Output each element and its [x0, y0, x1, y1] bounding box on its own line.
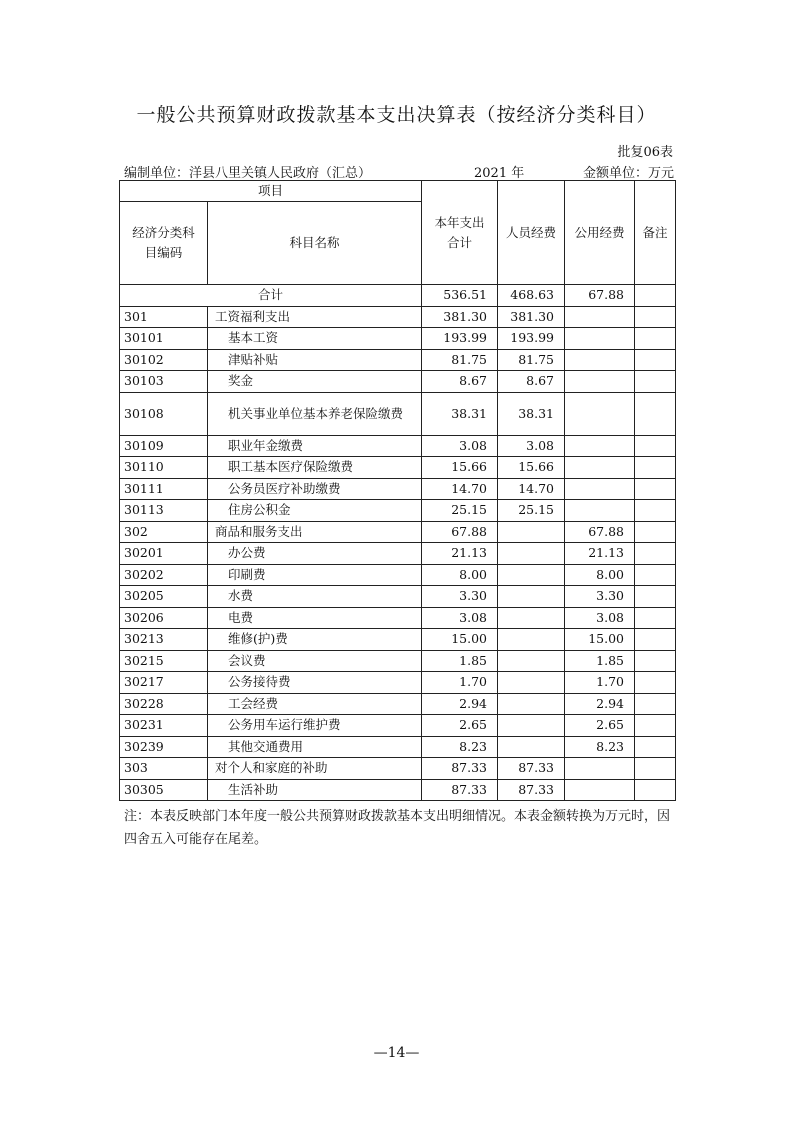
- row-personnel: 193.99: [498, 328, 565, 350]
- row-remark: [635, 521, 676, 543]
- table-row: [120, 564, 676, 586]
- row-remark: [635, 371, 676, 393]
- row-name: 商品和服务支出: [208, 521, 422, 543]
- row-name: 基本工资: [208, 328, 422, 350]
- row-personnel: 81.75: [498, 349, 565, 371]
- row-code: 30113: [120, 500, 208, 522]
- row-total: 81.75: [422, 349, 498, 371]
- form-code: 批复06表: [617, 145, 673, 160]
- row-personnel: [498, 586, 565, 608]
- row-name: 公务员医疗补助缴费: [208, 478, 422, 500]
- row-remark: [635, 758, 676, 780]
- row-code: 30217: [120, 672, 208, 694]
- row-total: 14.70: [422, 478, 498, 500]
- total-amount: 536.51: [422, 285, 498, 307]
- amount-unit: 金额单位：万元: [582, 166, 674, 181]
- row-public: [565, 349, 635, 371]
- row-name: 其他交通费用: [208, 736, 422, 758]
- row-remark: [635, 607, 676, 629]
- row-total: 38.31: [422, 392, 498, 435]
- row-code: 303: [120, 758, 208, 780]
- row-personnel: [498, 564, 565, 586]
- row-personnel: 87.33: [498, 779, 565, 801]
- row-personnel: [498, 607, 565, 629]
- compiling-unit: 编制单位：洋县八里关镇人民政府（汇总）: [124, 166, 372, 181]
- table-row: [120, 306, 676, 328]
- row-name: 维修(护)费: [208, 629, 422, 651]
- row-name: 津贴补贴: [208, 349, 422, 371]
- row-remark: [635, 500, 676, 522]
- row-total: 381.30: [422, 306, 498, 328]
- header-row: [120, 181, 676, 202]
- row-code: 30205: [120, 586, 208, 608]
- row-personnel: 38.31: [498, 392, 565, 435]
- row-total: 1.70: [422, 672, 498, 694]
- header-total: 本年支出合计: [422, 181, 498, 285]
- row-name: 对个人和家庭的补助: [208, 758, 422, 780]
- page-title: 一般公共预算财政拨款基本支出决算表（按经济分类科目）: [136, 104, 657, 126]
- row-public: [565, 500, 635, 522]
- row-name: 印刷费: [208, 564, 422, 586]
- row-total: 3.08: [422, 435, 498, 457]
- header-remark: 备注: [635, 181, 676, 285]
- row-total: 2.65: [422, 715, 498, 737]
- row-name: 职业年金缴费: [208, 435, 422, 457]
- row-name: 水费: [208, 586, 422, 608]
- row-remark: [635, 715, 676, 737]
- row-remark: [635, 564, 676, 586]
- row-name: 办公费: [208, 543, 422, 565]
- row-total: 8.00: [422, 564, 498, 586]
- row-personnel: 381.30: [498, 306, 565, 328]
- row-public: 21.13: [565, 543, 635, 565]
- row-total: 87.33: [422, 779, 498, 801]
- row-personnel: 14.70: [498, 478, 565, 500]
- row-remark: [635, 650, 676, 672]
- row-name: 奖金: [208, 371, 422, 393]
- table-row: [120, 607, 676, 629]
- row-public: 1.85: [565, 650, 635, 672]
- fiscal-year: 2021 年: [474, 166, 525, 181]
- row-code: 30213: [120, 629, 208, 651]
- row-total: 2.94: [422, 693, 498, 715]
- table-row: [120, 478, 676, 500]
- row-name: 会议费: [208, 650, 422, 672]
- row-code: 30239: [120, 736, 208, 758]
- table-row: [120, 586, 676, 608]
- row-remark: [635, 306, 676, 328]
- row-total: 25.15: [422, 500, 498, 522]
- row-public: [565, 457, 635, 479]
- row-total: 87.33: [422, 758, 498, 780]
- header-personnel: 人员经费: [498, 181, 565, 285]
- row-total: 15.00: [422, 629, 498, 651]
- row-total: 21.13: [422, 543, 498, 565]
- total-label: 合计: [120, 285, 422, 307]
- row-code: 30108: [120, 392, 208, 435]
- row-code: 30201: [120, 543, 208, 565]
- row-code: 30305: [120, 779, 208, 801]
- row-remark: [635, 736, 676, 758]
- row-public: [565, 478, 635, 500]
- row-total: 193.99: [422, 328, 498, 350]
- row-public: [565, 328, 635, 350]
- total-public: 67.88: [565, 285, 635, 307]
- row-public: 3.30: [565, 586, 635, 608]
- row-remark: [635, 435, 676, 457]
- table-row: [120, 715, 676, 737]
- row-personnel: 25.15: [498, 500, 565, 522]
- table-row: [120, 435, 676, 457]
- total-remark: [635, 285, 676, 307]
- row-remark: [635, 693, 676, 715]
- row-name: 公务接待费: [208, 672, 422, 694]
- row-code: 30102: [120, 349, 208, 371]
- row-total: 3.08: [422, 607, 498, 629]
- row-remark: [635, 328, 676, 350]
- row-remark: [635, 543, 676, 565]
- page-number: —14—: [373, 1045, 420, 1061]
- row-personnel: [498, 543, 565, 565]
- table-row: [120, 693, 676, 715]
- row-public: 15.00: [565, 629, 635, 651]
- row-remark: [635, 392, 676, 435]
- row-personnel: [498, 521, 565, 543]
- row-public: 2.94: [565, 693, 635, 715]
- table-row: [120, 779, 676, 801]
- row-total: 8.67: [422, 371, 498, 393]
- row-public: 1.70: [565, 672, 635, 694]
- table-row: [120, 521, 676, 543]
- row-remark: [635, 457, 676, 479]
- footnote: 注：本表反映部门本年度一般公共预算财政拨款基本支出明细情况。本表金额转换为万元时，因四舍五入可能存在尾差。: [124, 809, 671, 847]
- table-row: [120, 500, 676, 522]
- table-row: [120, 736, 676, 758]
- row-public: 2.65: [565, 715, 635, 737]
- row-personnel: 8.67: [498, 371, 565, 393]
- row-code: 30206: [120, 607, 208, 629]
- row-remark: [635, 629, 676, 651]
- row-code: 30228: [120, 693, 208, 715]
- row-code: 30103: [120, 371, 208, 393]
- row-public: [565, 392, 635, 435]
- row-personnel: [498, 736, 565, 758]
- table-row: [120, 650, 676, 672]
- row-name: 生活补助: [208, 779, 422, 801]
- row-code: 30110: [120, 457, 208, 479]
- row-name: 电费: [208, 607, 422, 629]
- row-code: 302: [120, 521, 208, 543]
- row-remark: [635, 586, 676, 608]
- table-row: [120, 392, 676, 435]
- table-row: [120, 672, 676, 694]
- row-code: 30231: [120, 715, 208, 737]
- header-name: 科目名称: [208, 202, 422, 285]
- header-public: 公用经费: [565, 181, 635, 285]
- table-row: [120, 349, 676, 371]
- row-public: [565, 758, 635, 780]
- row-personnel: 3.08: [498, 435, 565, 457]
- row-public: 8.00: [565, 564, 635, 586]
- row-public: [565, 435, 635, 457]
- row-personnel: [498, 629, 565, 651]
- row-public: [565, 371, 635, 393]
- row-name: 职工基本医疗保险缴费: [208, 457, 422, 479]
- table-row: [120, 758, 676, 780]
- row-name: 公务用车运行维护费: [208, 715, 422, 737]
- row-public: [565, 779, 635, 801]
- row-public: 8.23: [565, 736, 635, 758]
- header-code: 经济分类科目编码: [120, 202, 208, 285]
- row-remark: [635, 349, 676, 371]
- row-remark: [635, 672, 676, 694]
- row-remark: [635, 779, 676, 801]
- row-code: 30202: [120, 564, 208, 586]
- row-code: 30101: [120, 328, 208, 350]
- table-row: [120, 543, 676, 565]
- row-public: 3.08: [565, 607, 635, 629]
- header-project: 项目: [120, 181, 422, 202]
- table-row: [120, 328, 676, 350]
- row-name: 住房公积金: [208, 500, 422, 522]
- row-code: 301: [120, 306, 208, 328]
- table-row: [120, 371, 676, 393]
- table-row: [120, 457, 676, 479]
- expenditure-table: [119, 180, 676, 801]
- total-row: [120, 285, 676, 307]
- row-total: 15.66: [422, 457, 498, 479]
- row-personnel: 15.66: [498, 457, 565, 479]
- row-personnel: 87.33: [498, 758, 565, 780]
- row-total: 67.88: [422, 521, 498, 543]
- row-name: 工会经费: [208, 693, 422, 715]
- row-public: [565, 306, 635, 328]
- row-public: 67.88: [565, 521, 635, 543]
- row-total: 1.85: [422, 650, 498, 672]
- total-personnel: 468.63: [498, 285, 565, 307]
- table-row: [120, 629, 676, 651]
- row-personnel: [498, 650, 565, 672]
- row-personnel: [498, 672, 565, 694]
- row-code: 30215: [120, 650, 208, 672]
- row-name: 工资福利支出: [208, 306, 422, 328]
- row-name: 机关事业单位基本养老保险缴费: [208, 392, 422, 435]
- row-remark: [635, 478, 676, 500]
- row-personnel: [498, 715, 565, 737]
- row-personnel: [498, 693, 565, 715]
- row-code: 30111: [120, 478, 208, 500]
- row-code: 30109: [120, 435, 208, 457]
- row-total: 3.30: [422, 586, 498, 608]
- row-total: 8.23: [422, 736, 498, 758]
- meta-line: [124, 162, 674, 180]
